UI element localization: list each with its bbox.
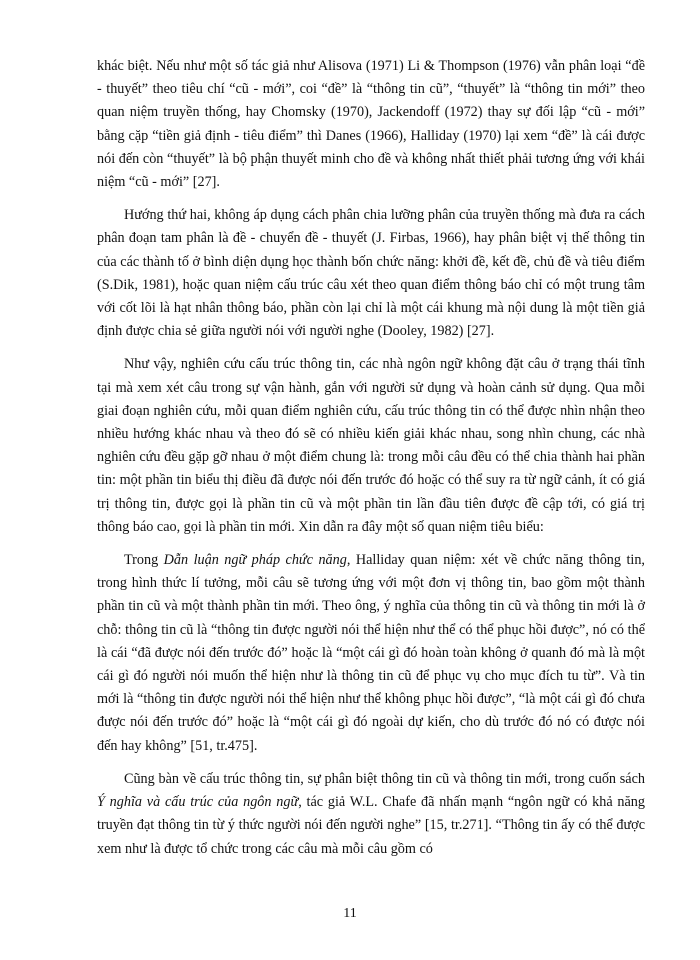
page-number: 11 (343, 906, 357, 921)
document-body (97, 55, 645, 871)
paragraph (97, 353, 645, 539)
paragraph (97, 204, 645, 343)
text-run: Như vậy, nghiên cứu cấu trúc thông tin, các nhà ngôn ngữ không đặt câu ở trạng thái tĩnh tại mà xem xét câu trong sự vận hành, gắn với người sử dụng và hoàn cảnh sử dụng. Qua mỗi giai đoạn nghiên cứu, mỗi quan điểm nghiên cứu, cấu trúc thông tin có thể được nhìn nhận theo nhiều hướng khác nhau và theo đó sẽ có nhiều kiến giải khác nhau, song nhìn chung, các nhà nghiên cứu đều gặp gỡ nhau ở một điểm chung là: trong mỗi câu đều có thể chia thành hai phần tin: một phần tin biểu thị điều đã được nói đến trước đó hoặc có thể suy ra từ ngữ cảnh, ít có giá trị thông tin, được gọi là phần tin cũ và một phần tin lần đầu tiên được đề cập tới, có giá trị thông báo cao, gọi là phần tin mới. Xin dẫn ra đây một số quan niệm tiêu biểu: (97, 356, 645, 535)
text-run: khác biệt. Nếu như một số tác giả như Alisova (1971) Li & Thompson (1976) vẫn phân loại “đề - thuyết” theo tiêu chí “cũ - mới”, coi “đề” là “thông tin cũ”, “thuyết” là “thông tin mới” theo quan niệm truyền thống, hay Chomsky (1970), Jackendoff (1972) thay sự đối lập “cũ - mới” bằng cặp “tiền giả định - tiêu điểm” thì Danes (1966), Halliday (1970) lại xem “đề” là cái được nói đến còn “thuyết” là bộ phận thuyết minh cho đề và không nhất thiết phải tương ứng với khái niệm “cũ - mới” [27]. (97, 58, 645, 191)
text-run: Cũng bàn về cấu trúc thông tin, sự phân biệt thông tin cũ và thông tin mới, trong cuốn sách (124, 770, 645, 787)
paragraph (97, 549, 645, 758)
text-run: , tác giả W.L. Chafe đã nhấn mạnh “ngôn ngữ có khả năng truyền đạt thông tin từ ý thức người nói đến người nghe” [15, tr.271]. “Thông tin ấy có thể được xem như là được tổ chức trong các câu mà mỗi câu gồm có (97, 794, 645, 857)
text-run: Hướng thứ hai, không áp dụng cách phân chia lưỡng phân của truyền thống mà đưa ra cách phân đoạn tam phân là đề - chuyển đề - thuyết (J. Firbas, 1966), hay phân biệt vị thế thông tin của các thành tố ở bình diện dụng học thành bốn chức năng: khởi đề, kết đề, chủ đề và tiêu điểm (S.Dik, 1981), hoặc quan niệm cấu trúc câu xét theo quan điểm thông báo chỉ có một trung tâm với cốt lõi là hạt nhân thông báo, phần còn lại chỉ là một cái khung mà nội dung là một tiền giả định được chia sẻ giữa người nói với người nghe (Dooley, 1982) [27]. (97, 207, 645, 340)
italic-title: Dẫn luận ngữ pháp chức năng (163, 552, 347, 569)
paragraph (97, 768, 645, 861)
text-run: Trong (124, 552, 164, 569)
italic-title: Ý nghĩa và cấu trúc của ngôn ngữ (97, 794, 299, 811)
text-run: , Halliday quan niệm: xét về chức năng thông tin, trong hình thức lí tưởng, mỗi câu sẽ tương ứng với một đơn vị thông tin, bao gồm một thành phần tin cũ và một thành phần tin mới. Theo ông, ý nghĩa của thông tin cũ và thông tin mới là ở chỗ: thông tin cũ là “thông tin được người nói thể hiện như thể có thể phục hồi được”, nó có thể là cái “đã được nói đến trước đó” hoặc là “một cái gì đó hoàn toàn không ở quanh đó mà là một cái gì đó người nói muốn thể hiện như là thông tin cũ để phục vụ cho mục đích tu từ”. Và tin mới là “thông tin được người nói thể hiện như thể không phục hồi được”, “là một cái gì đó chưa được nói đến trước đó” hoặc là “một cái gì đó ngoài dự kiến, cho dù trước đó nó có được nói đến hay không” [51, tr.475]. (97, 552, 645, 754)
paragraph (97, 55, 645, 194)
